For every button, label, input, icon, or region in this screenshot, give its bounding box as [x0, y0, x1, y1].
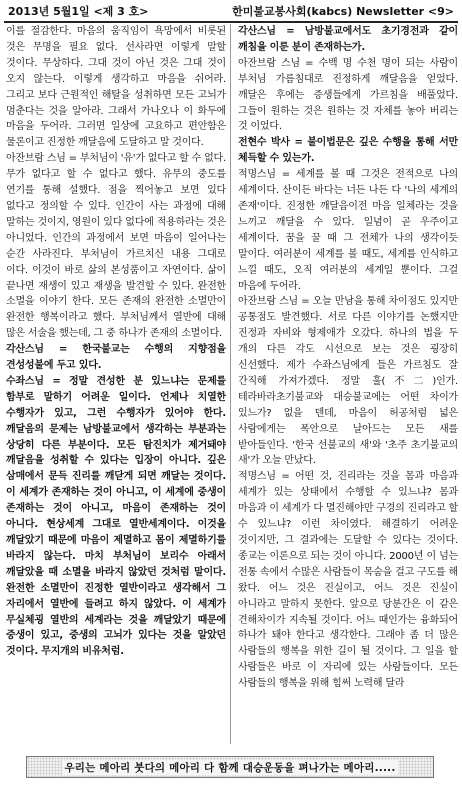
footer-banner	[26, 756, 434, 778]
paragraph: 수좌스님 = 정말 견성한 분 있느냐는 문제를 함부로 말하기 어려운 일이다. 언제나 치열한 수행자가 있고, 그런 수행자가 있어야 한다. 깨달음의 문제는 남방불교에서 생각하는 부분과는 상당히 다른 부분이다. 모든 탐진치가 제거돼야 깨달음을 성취할 수 있다는 입장이 아니다. 깊은 삼매에서 문득 진리를 깨닫게 되면 깨달는 것이다. 이 세계가 존재하는 것이 아니고, 이 세계에 중생이 존재하는 것이 아니고, 마음이 존재하는 것이 아니다. 현상세계 그대로 열반세계이다. 이것을 깨달았기 때문에 마음이 제멸하고 몸이 제멸하기를 바라지 않는다. 마치 부처님이 보리수 아래서 깨달았을 때 소멸을 바라지 않았던 것처럼 말이다. 완전한 소멸만이 진정한 열반이라고 생각해서 그 자리에서 열반에 들려고 하지 않았다. 이 세계가 무실체굉 열반의 세계라는 것을 깨달았기 때문에 중생이 있고, 중생의 고뇌가 있다는 것을 알았던 것이다. 무지개의 비유처럼.	[6, 375, 226, 658]
paragraph: 전현수 박사 = 불이법문은 깊은 수행을 통해 서만 체득할 수 있는가.	[238, 137, 458, 165]
newsletter-title: 한미불교봉사회(kabcs) Newsletter <9>	[232, 5, 454, 18]
paragraph: 적명스님 = 세계를 볼 때 그것은 전적으로 나의 세계이다. 산이든 바다는 너든 나든 다 '나의 세계의 존재'이다. 진정한 깨달음이전 마음 일체라는 것을 느끼고 깨달을 수 있다. 일념이 곧 우주이고 세계이다. 꿈을 꿀 때 그 전체가 나의 생각이듯 말이다. 여러분이 세계를 볼 때도, 세계를 인식하고 느낄 때도, 오직 여러분의 세계일 뿐이다. 그걸 마음에 두어라.	[238, 169, 458, 292]
issue-date: 2013년 5월1일 <제 3 호>	[8, 5, 149, 18]
header-divider	[4, 21, 458, 23]
paragraph: 아잔브람 스님 = 오늘 만남을 통해 차이점도 있지만 공통점도 발견했다. 서로 다른 이야기를 논했지만 진정과 자비와 형제애가 오갔다. 하나의 법을 두 개의 다른 각도 시선으로 보는 것은 굉장히 신선했다. 제가 수좌스님에게 들은 가르침도 잘 간직해 가져가겠다. 정말 훌(不二)인가. 테라바라초기불교와 대승불교에는 어떤 차이가 있느가? 없을 덴데, 마음이 허공처럼 넓은 사람에게는 폭안으로 날아드는 모든 새를 받아들인다. '한국 선불교의 새'와 '초주 초기불교의 새'가 오늘 만났다.	[238, 296, 458, 467]
paragraph: 각산스님 = 한국불교는 수행의 지향점을 견성성불에 두고 있다.	[6, 344, 226, 372]
paragraph: 각산스님 = 남방불교에서도 초기경전과 같이 깨침을 이룬 분이 존재하는가.	[238, 26, 458, 53]
column-divider	[230, 24, 231, 744]
page-header	[8, 2, 454, 20]
paragraph: 적명스님 = 어떤 것, 진리라는 것을 몸과 마음과 세계가 있는 상태에서 수행할 수 있느냐? 몸과 마음과 이 세계가 다 멸진해야만 구경의 진리라고 할 수 있느냐? 이런 차이였다. 해결하기 어려운 것이지만, 그 결과에는 도달할 수 있다는 것이다. 종교는 이론으로 되는 것이 아니다. 2000년 이 넘는 전통 속에서 수많은 사람들이 목숨을 걸고 구도를 해 왔다. 어느 것은 진실이고, 어느 것은 진실이 아니라고 말하지 못한다. 앞으로 당분간은 이 같은 견해차이가 지속될 것이다. 어느 때인가는 융화되어 하나가 돼야 한다고 생각한다. 그래야 좀 더 많은 사람들의 행복을 위한 길이 될 것이다. 그 일을 할 사람들은 바로 이 자리에 있는 사람들이다. 모든 사람들의 행복을 위해 힘써 노력해 달라	[238, 471, 458, 690]
right-column	[238, 24, 458, 744]
paragraph: 아잔브람 스님 = 수백 명 수천 명이 되는 사람이 부처님 가름침대로 진정하게 깨달음을 얻었다. 깨달은 후에는 증생들에게 가르침을 배풀었다. 그들이 원하는 것은 원하는 것 자체를 놓아 버리는 것 이었다.	[238, 57, 458, 133]
paragraph: 아잔브람 스님 = 부처님이 '유'가 없다고 할 수 없다. 무가 없다고 할 수 없다고 했다. 유무의 중도를 연기를 통해 설했다. 점을 찍어놓고 보면 있다 없다고 정의할 수 있다. 인간이 사는 과정에 대해 말하는 것이지, 영원이 있다 없다에 적용하라는 것은 아니었다. 인간의 과정에서 보면 마음이 일어나는 순간 사라진다. 부처님이 가르치신 내용 그대로 이다. 이것이 바로 삶의 본성품이고 자연이다. 삶이 끝나면 재생이 있고 재생을 발견할 수 있다. 완전한 소멸을 이야기 한다. 모든 존재의 완전한 소멸만이 완전한 행복이라고 했다. 부처님께서 열반에 대해 많은 서술을 했는데, 그 중 하나가 존재의 소멸이다.	[6, 153, 226, 340]
left-column	[6, 24, 226, 744]
paragraph: 이를 절감한다. 마음의 움직임이 욕망에서 비롯된 것은 무명을 필요 없다. 선사라면 이렇게 말할 것이다. 무상하다. 그대 것이 아닌 것은 그대 것이 오지 않는다. 이렇게 생각하고 마음을 쉬어라. 그리고 보다 근원적인 해탈을 성취하면 모든 고뇌가 멈춘다는 것을 알아라. 그래서 가나오나 이 화두에 마음을 두어라. 그러면 일상에 고요하고 편안함은 물론이고 진정한 깨달음에 도달하고 말 것이다.	[6, 26, 226, 149]
footer-slogan: 우리는 메아리 붓다의 메아리 다 함께 대승운동을 펴나가는 메아리.....	[64, 761, 396, 774]
